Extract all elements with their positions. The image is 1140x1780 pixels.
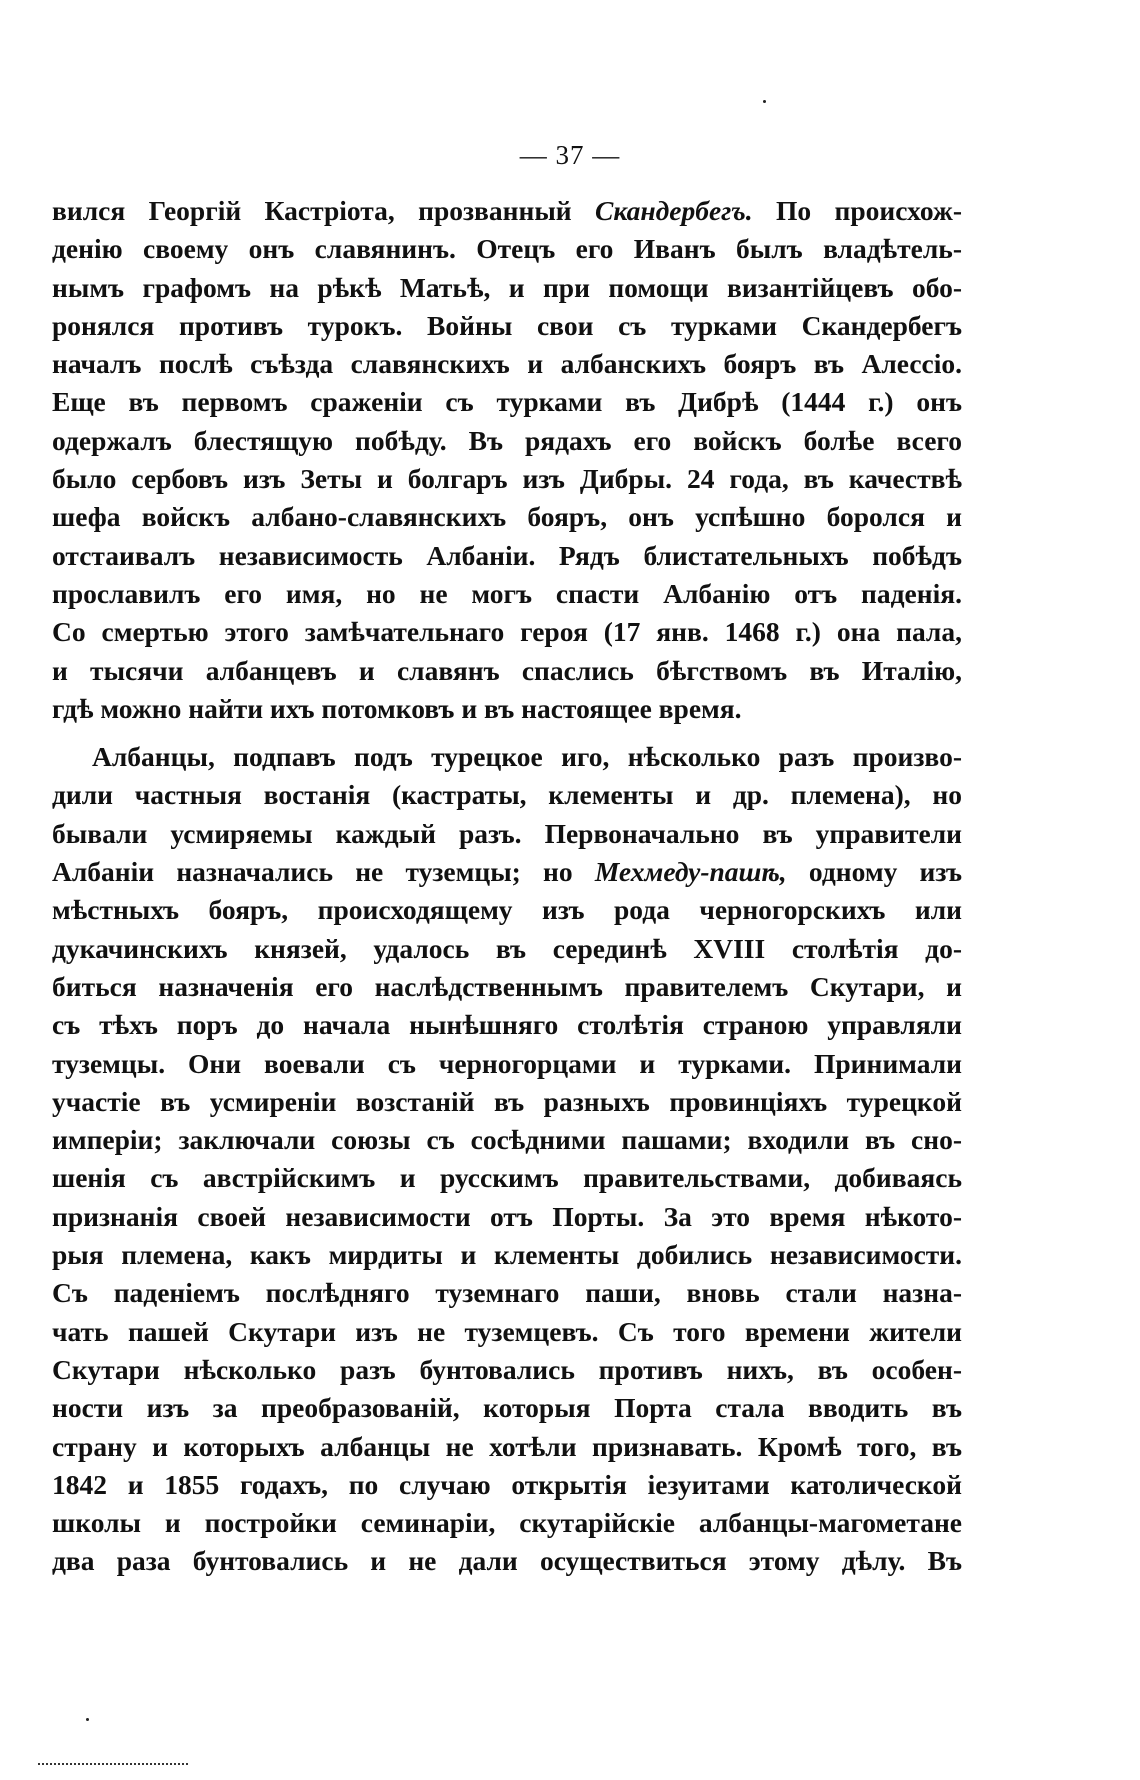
text-segment: два раза бунтовались и не дали осуществиться этому дѣлу. Въ bbox=[52, 1545, 962, 1577]
text-line bbox=[52, 738, 962, 776]
text-line bbox=[52, 575, 962, 613]
scan-speck bbox=[763, 100, 766, 103]
text-segment: 1842 и 1855 годахъ, по случаю открытія іезуитами католической bbox=[52, 1468, 962, 1500]
text-segment: бывали усмиряемы каждый разъ. Первоначально въ управители bbox=[52, 817, 962, 849]
text-segment: отстаивалъ независимость Албаніи. Рядъ блистательныхъ побѣдъ bbox=[52, 539, 962, 571]
text-line bbox=[52, 460, 962, 498]
text-segment: биться назначенія его наслѣдственнымъ правителемъ Скутари, и bbox=[52, 970, 962, 1002]
text-segment: рыя племена, какъ мирдиты и клементы добились независимости. bbox=[52, 1239, 962, 1271]
text-line bbox=[52, 853, 962, 891]
text-line bbox=[52, 1236, 962, 1274]
text-segment: Съ паденіемъ послѣдняго туземнаго паши, вновь стали назна- bbox=[52, 1277, 962, 1309]
text-segment: денію своему онъ славянинъ. Отецъ его Иванъ былъ владѣтель- bbox=[52, 233, 962, 265]
text-segment: началъ послѣ съѣзда славянскихъ и албанскихъ бояръ въ Алессіо. bbox=[52, 348, 962, 380]
text-segment: гдѣ можно найти ихъ потомковъ и въ настоящее время. bbox=[52, 692, 742, 724]
text-line bbox=[52, 269, 962, 307]
text-line bbox=[52, 307, 962, 345]
text-segment: Еще въ первомъ сраженіи съ турками въ Дибрѣ (1444 г.) онъ bbox=[52, 386, 962, 418]
text-segment: Со смертью этого замѣчательнаго героя (17 янв. 1468 г.) она пала, bbox=[52, 616, 962, 648]
page-number: — 37 — bbox=[519, 140, 621, 170]
paragraph-gap bbox=[52, 728, 962, 738]
text-line bbox=[52, 652, 962, 690]
italic-name: Мехмеду-пашѣ, bbox=[594, 856, 787, 888]
text-segment: По происхож- bbox=[752, 195, 962, 226]
text-segment: дили частныя востанія (кастраты, клементы и др. племена), но bbox=[52, 779, 962, 811]
text-line bbox=[52, 1542, 962, 1580]
text-line bbox=[52, 613, 962, 651]
text-segment: страну и которыхъ албанцы не хотѣли признавать. Кромѣ того, въ bbox=[52, 1430, 962, 1462]
text-line bbox=[52, 192, 962, 230]
text-segment: ности изъ за преобразованій, которыя Порта стала вводить въ bbox=[52, 1392, 962, 1424]
text-segment: мѣстныхъ бояръ, происходящему изъ рода черногорскихъ или bbox=[52, 894, 962, 926]
text-line bbox=[52, 930, 962, 968]
text-segment: чать пашей Скутари изъ не туземцевъ. Съ того времени жители bbox=[52, 1315, 962, 1347]
text-segment: прославилъ его имя, но не могъ спасти Албанію отъ паденія. bbox=[52, 577, 962, 609]
text-segment: одержалъ блестящую побѣду. Въ рядахъ его войскъ болѣе всего bbox=[52, 424, 962, 456]
text-segment: туземцы. Они воевали съ черногорцами и турками. Принимали bbox=[52, 1047, 962, 1079]
text-segment: шенія съ австрійскимъ и русскимъ правительствами, добиваясь bbox=[52, 1162, 962, 1194]
text-segment: участіе въ усмиреніи возстаній въ разныхъ провинціяхъ турецкой bbox=[52, 1085, 962, 1117]
italic-name: Скандербегъ. bbox=[595, 195, 753, 226]
text-segment: школы и постройки семинаріи, скутарійскіе албанцы-магометане bbox=[52, 1507, 962, 1539]
text-segment: Скутари нѣсколько разъ бунтовались противъ нихъ, въ особен- bbox=[52, 1353, 962, 1385]
text-line bbox=[52, 345, 962, 383]
text-line bbox=[52, 776, 962, 814]
text-line bbox=[52, 1389, 962, 1427]
paragraph-1 bbox=[52, 192, 962, 728]
text-line bbox=[52, 1313, 962, 1351]
text-line bbox=[52, 537, 962, 575]
text-segment: и тысячи албанцевъ и славянъ спаслись бѣгствомъ въ Италію, bbox=[52, 654, 962, 686]
paragraph-2 bbox=[52, 738, 962, 1581]
text-line bbox=[52, 498, 962, 536]
text-line bbox=[52, 1159, 962, 1197]
text-line bbox=[52, 1428, 962, 1466]
text-segment: шефа войскъ албано-славянскихъ бояръ, онъ успѣшно боролся и bbox=[52, 501, 962, 533]
text-line bbox=[52, 1083, 962, 1121]
text-segment: съ тѣхъ поръ до начала нынѣшняго столѣтія страною управляли bbox=[52, 1009, 962, 1041]
text-line bbox=[52, 968, 962, 1006]
text-line bbox=[52, 383, 962, 421]
text-segment: имперіи; заключали союзы съ сосѣдними пашами; входили въ сно- bbox=[52, 1124, 962, 1156]
text-segment: вился Георгій Кастріота, прозванный bbox=[52, 195, 596, 226]
text-line bbox=[52, 422, 962, 460]
text-line bbox=[52, 891, 962, 929]
text-line bbox=[52, 815, 962, 853]
text-segment: дукачинскихъ князей, удалось въ серединѣ XVIII столѣтія до- bbox=[52, 932, 962, 964]
text-line bbox=[52, 1274, 962, 1312]
text-segment: признанія своей независимости отъ Порты. За это время нѣкото- bbox=[52, 1200, 962, 1232]
text-segment: ронялся противъ турокъ. Войны свои съ турками Скандербегъ bbox=[52, 309, 962, 341]
text-line bbox=[52, 1006, 962, 1044]
scan-speck bbox=[86, 1718, 89, 1721]
text-line bbox=[52, 1351, 962, 1389]
text-segment: нымъ графомъ на рѣкѣ Матьѣ, и при помощи византійцевъ обо- bbox=[52, 271, 962, 303]
text-line bbox=[52, 1198, 962, 1236]
text-line bbox=[52, 230, 962, 268]
text-segment: одному изъ bbox=[786, 856, 962, 888]
body-text bbox=[52, 192, 962, 1581]
text-line bbox=[52, 1045, 962, 1083]
scan-mark bbox=[38, 1760, 188, 1765]
text-line bbox=[52, 1466, 962, 1504]
text-line bbox=[52, 690, 962, 728]
text-segment: было сербовъ изъ Зеты и болгаръ изъ Дибры. 24 года, въ качествѣ bbox=[52, 463, 962, 495]
text-segment: Албанцы, подпавъ подъ турецкое иго, нѣсколько разъ произво- bbox=[92, 741, 962, 773]
text-segment: Албаніи назначались не туземцы; но bbox=[52, 856, 595, 888]
text-line bbox=[52, 1121, 962, 1159]
text-line bbox=[52, 1504, 962, 1542]
